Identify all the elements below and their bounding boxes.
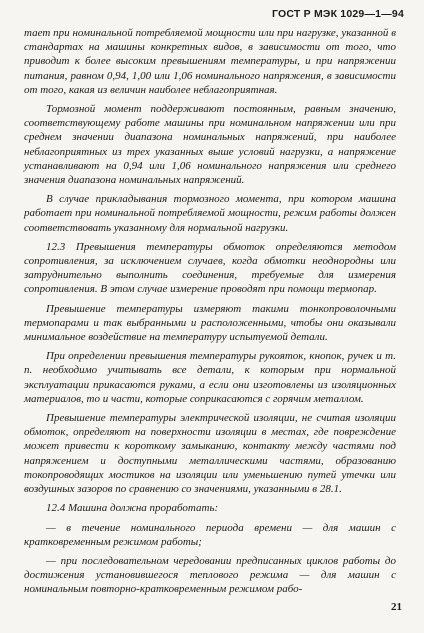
paragraph-3: В случае прикладывания тормозного момента, при котором машина работает при номинальной потребляемой мощности, режим работы должен соответствовать указанному для нормальной нагрузки. xyxy=(24,193,396,234)
paragraph-5: Превышение температуры измеряют такими тонкопроволочными термопарами и так выбранными и расположенными, чтобы они оказывали минимальное воздействие на температуру испытуемой детали. xyxy=(24,302,396,344)
paragraph-8: 12.4 Машина должна проработать: xyxy=(46,502,219,515)
paragraph-10: — при последовательном чередовании предписанных циклов работы до достижения установившегося теплового режима — для машин с номинальным повторно-кратковременным режимом рабо- xyxy=(24,554,396,596)
paragraph-1: тает при номинальной потребляемой мощности или при нагрузке, указанной в стандартах на машины конкретных видов, в зависимости от того, что приводит к более высоким превышениям температуры, и при напряжении питания, равном 0,94, 1,00 или 1,06 номинального напряжения, в зависимости от того, какая из величин наиболее неблагоприятная. xyxy=(24,27,396,96)
paragraph-2: Тормозной момент поддерживают постоянным, равным значению, соответствующему работе машины при номинальном напряжении или при среднем значении диапазона номинальных напряжений, при наиболее неблагоприятных из трех указанных выше условий нагрузки, а напряжение устанавливают на 0,94 или 1,06 номинального напряжения или среднего значения диапазона номинальных напряжений. xyxy=(24,103,396,187)
paragraph-6: При определении превышения температуры рукояток, кнопок, ручек и т. п. необходимо учитывать все детали, к которым при нормальной эксплуатации прикасаются руками, а если они изготовлены из изоляционных материалов, то и части, которые соприкасаются с горячим металлом. xyxy=(24,350,396,405)
body-text xyxy=(24,26,396,602)
standard-header: ГОСТ Р МЭК 1029—1—94 xyxy=(272,8,404,20)
paragraph-9: — в течение номинального периода времени — для машин с кратковременным режимом работы; xyxy=(24,521,396,548)
paragraph-7: Превышение температуры электрической изоляции, не считая изоляции обмоток, определяют на поверхности изоляции в местах, где повреждение может привести к короткому замыканию, контакту между частями под напряжением и доступными металлическими частями, образованию токопроводящих мостиков на изоляции или уменьшению путей утечки или воздушных зазоров по сравнению со значениями, указанными в 28.1. xyxy=(24,412,396,496)
paragraph-4: 12.3 Превышения температуры обмоток определяются методом сопротивления, за исключением случаев, когда обмотки неоднородны или затруднительно выполнить соединения, требуемые для измерения сопротивления. В этом случае измерение проводят при помощи термопар. xyxy=(24,240,396,296)
page-number: 21 xyxy=(391,601,402,613)
